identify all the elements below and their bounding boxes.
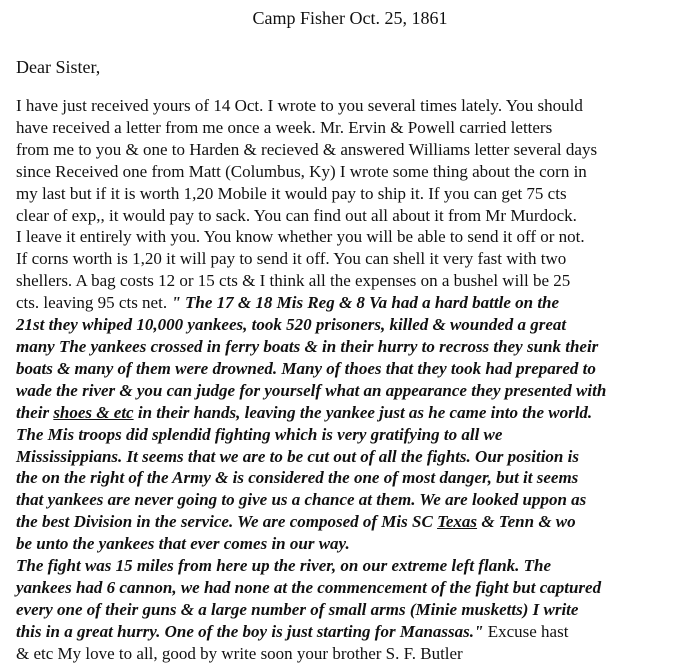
quoted-text: " The 17 & 18 Mis Reg & 8 Va had a hard battle on the [171, 293, 560, 313]
line-text: clear of exp,, it would pay to sack. You can find out all about it from Mr Murdock. [16, 205, 577, 225]
line-text: since Received one from Matt (Columbus, Ky) I wrote some thing about the corn in [16, 161, 587, 181]
signature-line: & etc My love to all, good by write soon your brother S. F. Butler [16, 643, 463, 663]
letter-line [16, 314, 696, 336]
letter-line [16, 292, 696, 314]
line-text: shellers. A bag costs 12 or 15 cts & I think all the expenses on a bushel will be 25 [16, 271, 571, 291]
salutation: Dear Sister, [16, 57, 101, 77]
underlined-text: shoes & etc [53, 402, 134, 422]
letter-line [16, 183, 696, 205]
quoted-text: the on the right of the Army & is considered the one of most danger, but it seems [16, 468, 579, 488]
letter-line [16, 95, 696, 117]
letter-line [16, 380, 696, 402]
quoted-text: every one of their guns & a large number of small arms (Minie musketts) I write [16, 599, 579, 619]
letter-line [16, 511, 696, 533]
letter-line [16, 577, 696, 599]
letter-line [16, 424, 696, 446]
quoted-text: many The yankees crossed in ferry boats & in their hurry to recross they sunk their [16, 336, 599, 356]
line-text: I leave it entirely with you. You know whether you will be able to send it off or not. [16, 227, 585, 247]
quoted-text: this in a great hurry. One of the boy is just starting for Manassas." [16, 621, 484, 641]
letter-line [16, 446, 696, 468]
letter-line [16, 621, 696, 643]
quoted-text: their [16, 402, 54, 422]
quoted-text: in their hands, leaving the yankee just as he came into the world. [133, 402, 593, 422]
letter-line [16, 205, 696, 227]
line-text: If corns worth is 1,20 it will pay to send it off. You can shell it very fast with two [16, 249, 567, 269]
quoted-text: be unto the yankees that ever comes in our way. [16, 534, 350, 554]
letter-line [16, 358, 696, 380]
quoted-text: boats & many of them were drowned. Many of thoes that they took had prepared to [16, 358, 596, 378]
letter-line [16, 248, 696, 270]
letter-line [16, 161, 696, 183]
letter-line [16, 336, 696, 358]
quoted-text: The fight was 15 miles from here up the river, on our extreme left flank. The [16, 556, 552, 576]
quoted-text: the best Division in the service. We are composed of Mis SC [16, 512, 438, 532]
underlined-text: Texas [437, 512, 478, 532]
line-text: my last but if it is worth 1,20 Mobile it would pay to ship it. If you can get 75 cts [16, 183, 567, 203]
line-text: have received a letter from me once a week. Mr. Ervin & Powell carried letters [16, 117, 553, 137]
letter-body [16, 95, 696, 665]
line-text: I have just received yours of 14 Oct. I wrote to you several times lately. You should [16, 96, 583, 115]
line-text: cts. leaving 95 cts net. [16, 293, 172, 313]
letter-line [16, 643, 696, 665]
letter-line [16, 270, 696, 292]
letter-line [16, 489, 696, 511]
letter-line [16, 555, 696, 577]
line-text: from me to you & one to Harden & recieved & answered Williams letter several days [16, 139, 598, 159]
letter-line [16, 599, 696, 621]
quoted-text: wade the river & you can judge for yourself what an appearance they presented with [16, 380, 607, 400]
quoted-text: that yankees are never going to give us a chance at them. We are looked uppon as [16, 490, 587, 510]
line-text: Excuse hast [483, 621, 569, 641]
letter-line [16, 402, 696, 424]
quoted-text: & Tenn & wo [477, 512, 576, 532]
letter-line [16, 467, 696, 489]
letter-line [16, 226, 696, 248]
quoted-text: Mississippians. It seems that we are to be cut out of all the fights. Our position is [16, 446, 579, 466]
quoted-text: 21st they whiped 10,000 yankees, took 520 prisoners, killed & wounded a great [16, 315, 567, 335]
letter-header: Camp Fisher Oct. 25, 1861 [252, 8, 448, 28]
letter-line [16, 117, 696, 139]
quoted-text: yankees had 6 cannon, we had none at the commencement of the fight but captured [16, 577, 602, 597]
letter-line [16, 139, 696, 161]
letter-line [16, 533, 696, 555]
quoted-text: The Mis troops did splendid fighting which is very gratifying to all we [16, 424, 503, 444]
